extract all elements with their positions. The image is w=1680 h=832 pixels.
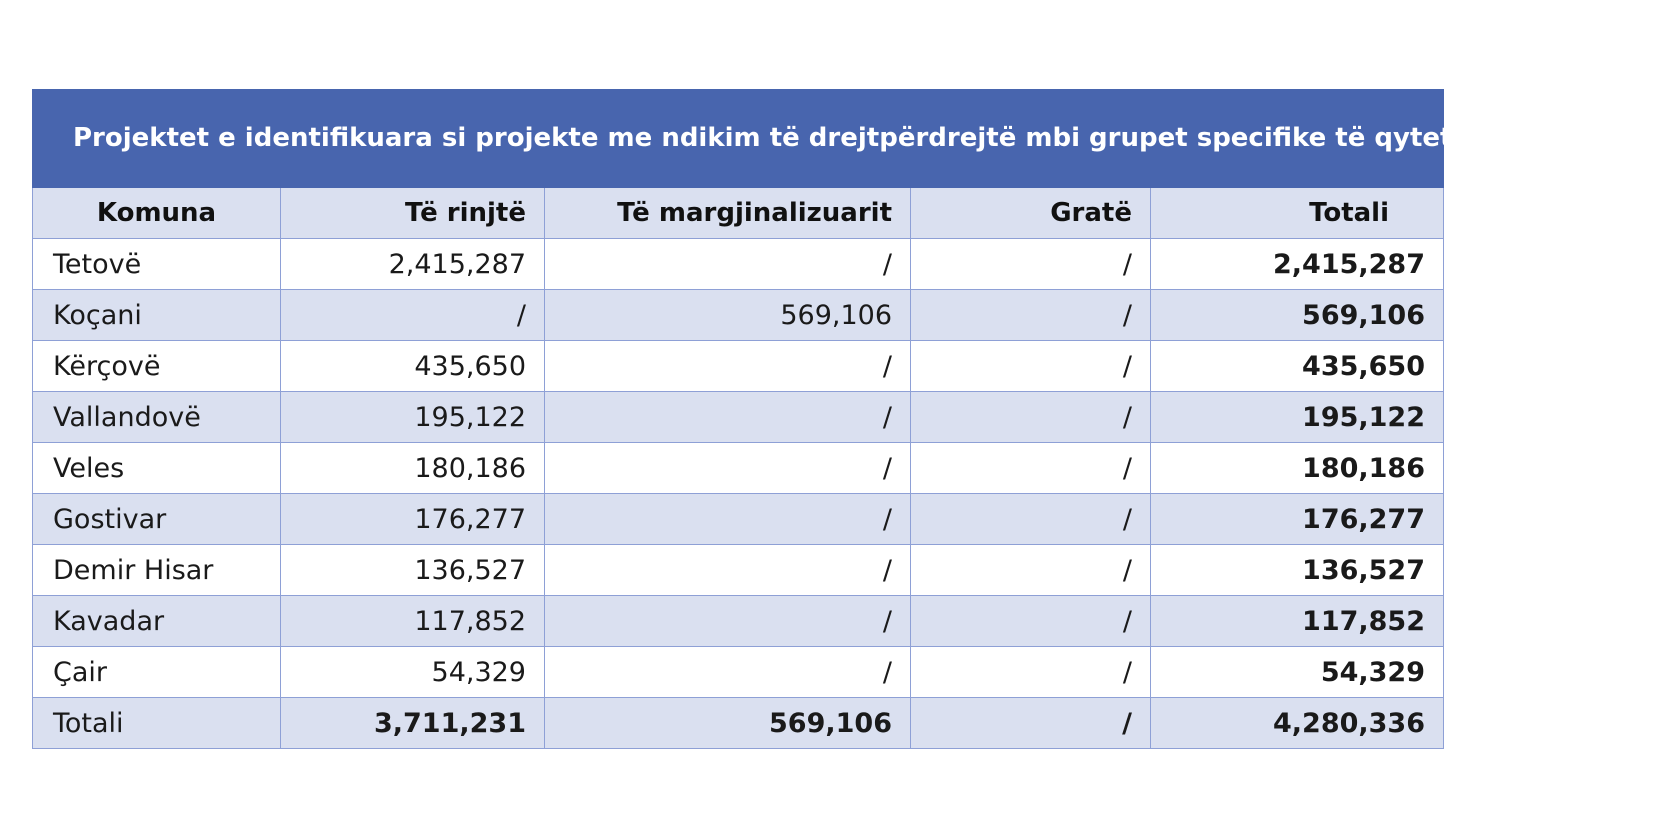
title-row: [33, 90, 1444, 188]
data-table-container: [32, 89, 1680, 749]
cell-grate: /: [911, 290, 1151, 341]
cell-totali: 569,106: [1151, 290, 1444, 341]
total-te-rinjte: 3,711,231: [281, 698, 545, 749]
cell-totali: 2,415,287: [1151, 239, 1444, 290]
cell-te-rinjte: 435,650: [281, 341, 545, 392]
cell-komuna: Demir Hisar: [33, 545, 281, 596]
table-title: Projektet e identifikuara si projekte me ndikim të drejtpërdrejtë mbi grupet specifike të qytetarëve (në euro): [33, 90, 1444, 188]
cell-totali: 117,852: [1151, 596, 1444, 647]
cell-te-rinjte: 117,852: [281, 596, 545, 647]
cell-totali: 180,186: [1151, 443, 1444, 494]
cell-komuna: Çair: [33, 647, 281, 698]
cell-komuna: Kërçovë: [33, 341, 281, 392]
cell-komuna: Koçani: [33, 290, 281, 341]
cell-komuna: Gostivar: [33, 494, 281, 545]
table-row: [33, 290, 1444, 341]
header-te-rinjte: Të rinjtë: [281, 188, 545, 239]
cell-te-rinjte: 136,527: [281, 545, 545, 596]
cell-te-rinjte: /: [281, 290, 545, 341]
cell-grate: /: [911, 341, 1151, 392]
header-totali: Totali: [1151, 188, 1444, 239]
cell-te-margjinalizuarit: /: [545, 392, 911, 443]
total-te-margjinalizuarit: 569,106: [545, 698, 911, 749]
totals-label: Totali: [33, 698, 281, 749]
cell-komuna: Kavadar: [33, 596, 281, 647]
table-row: [33, 392, 1444, 443]
header-row: [33, 188, 1444, 239]
cell-te-margjinalizuarit: 569,106: [545, 290, 911, 341]
cell-te-margjinalizuarit: /: [545, 443, 911, 494]
cell-te-rinjte: 2,415,287: [281, 239, 545, 290]
table-row: [33, 596, 1444, 647]
cell-grate: /: [911, 443, 1151, 494]
table-row: [33, 443, 1444, 494]
cell-totali: 195,122: [1151, 392, 1444, 443]
cell-te-margjinalizuarit: /: [545, 596, 911, 647]
table-row: [33, 647, 1444, 698]
cell-totali: 435,650: [1151, 341, 1444, 392]
cell-grate: /: [911, 392, 1151, 443]
cell-te-margjinalizuarit: /: [545, 341, 911, 392]
projects-table: [32, 89, 1680, 749]
cell-te-rinjte: 180,186: [281, 443, 545, 494]
header-grate: Gratë: [911, 188, 1151, 239]
cell-te-rinjte: 176,277: [281, 494, 545, 545]
cell-komuna: Veles: [33, 443, 281, 494]
cell-totali: 176,277: [1151, 494, 1444, 545]
total-totali: 4,280,336: [1151, 698, 1444, 749]
cell-te-margjinalizuarit: /: [545, 494, 911, 545]
cell-grate: /: [911, 647, 1151, 698]
cell-grate: /: [911, 596, 1151, 647]
cell-grate: /: [911, 239, 1151, 290]
table-row: [33, 341, 1444, 392]
totals-row: [33, 698, 1444, 749]
cell-totali: 136,527: [1151, 545, 1444, 596]
cell-te-margjinalizuarit: /: [545, 545, 911, 596]
cell-te-rinjte: 54,329: [281, 647, 545, 698]
total-grate: /: [911, 698, 1151, 749]
cell-komuna: Vallandovë: [33, 392, 281, 443]
cell-te-rinjte: 195,122: [281, 392, 545, 443]
table-row: [33, 545, 1444, 596]
header-te-margjinalizuarit: Të margjinalizuarit: [545, 188, 911, 239]
table-row: [33, 239, 1444, 290]
cell-te-margjinalizuarit: /: [545, 647, 911, 698]
cell-komuna: Tetovë: [33, 239, 281, 290]
cell-grate: /: [911, 494, 1151, 545]
table-row: [33, 494, 1444, 545]
cell-te-margjinalizuarit: /: [545, 239, 911, 290]
cell-grate: /: [911, 545, 1151, 596]
cell-totali: 54,329: [1151, 647, 1444, 698]
header-komuna: Komuna: [33, 188, 281, 239]
